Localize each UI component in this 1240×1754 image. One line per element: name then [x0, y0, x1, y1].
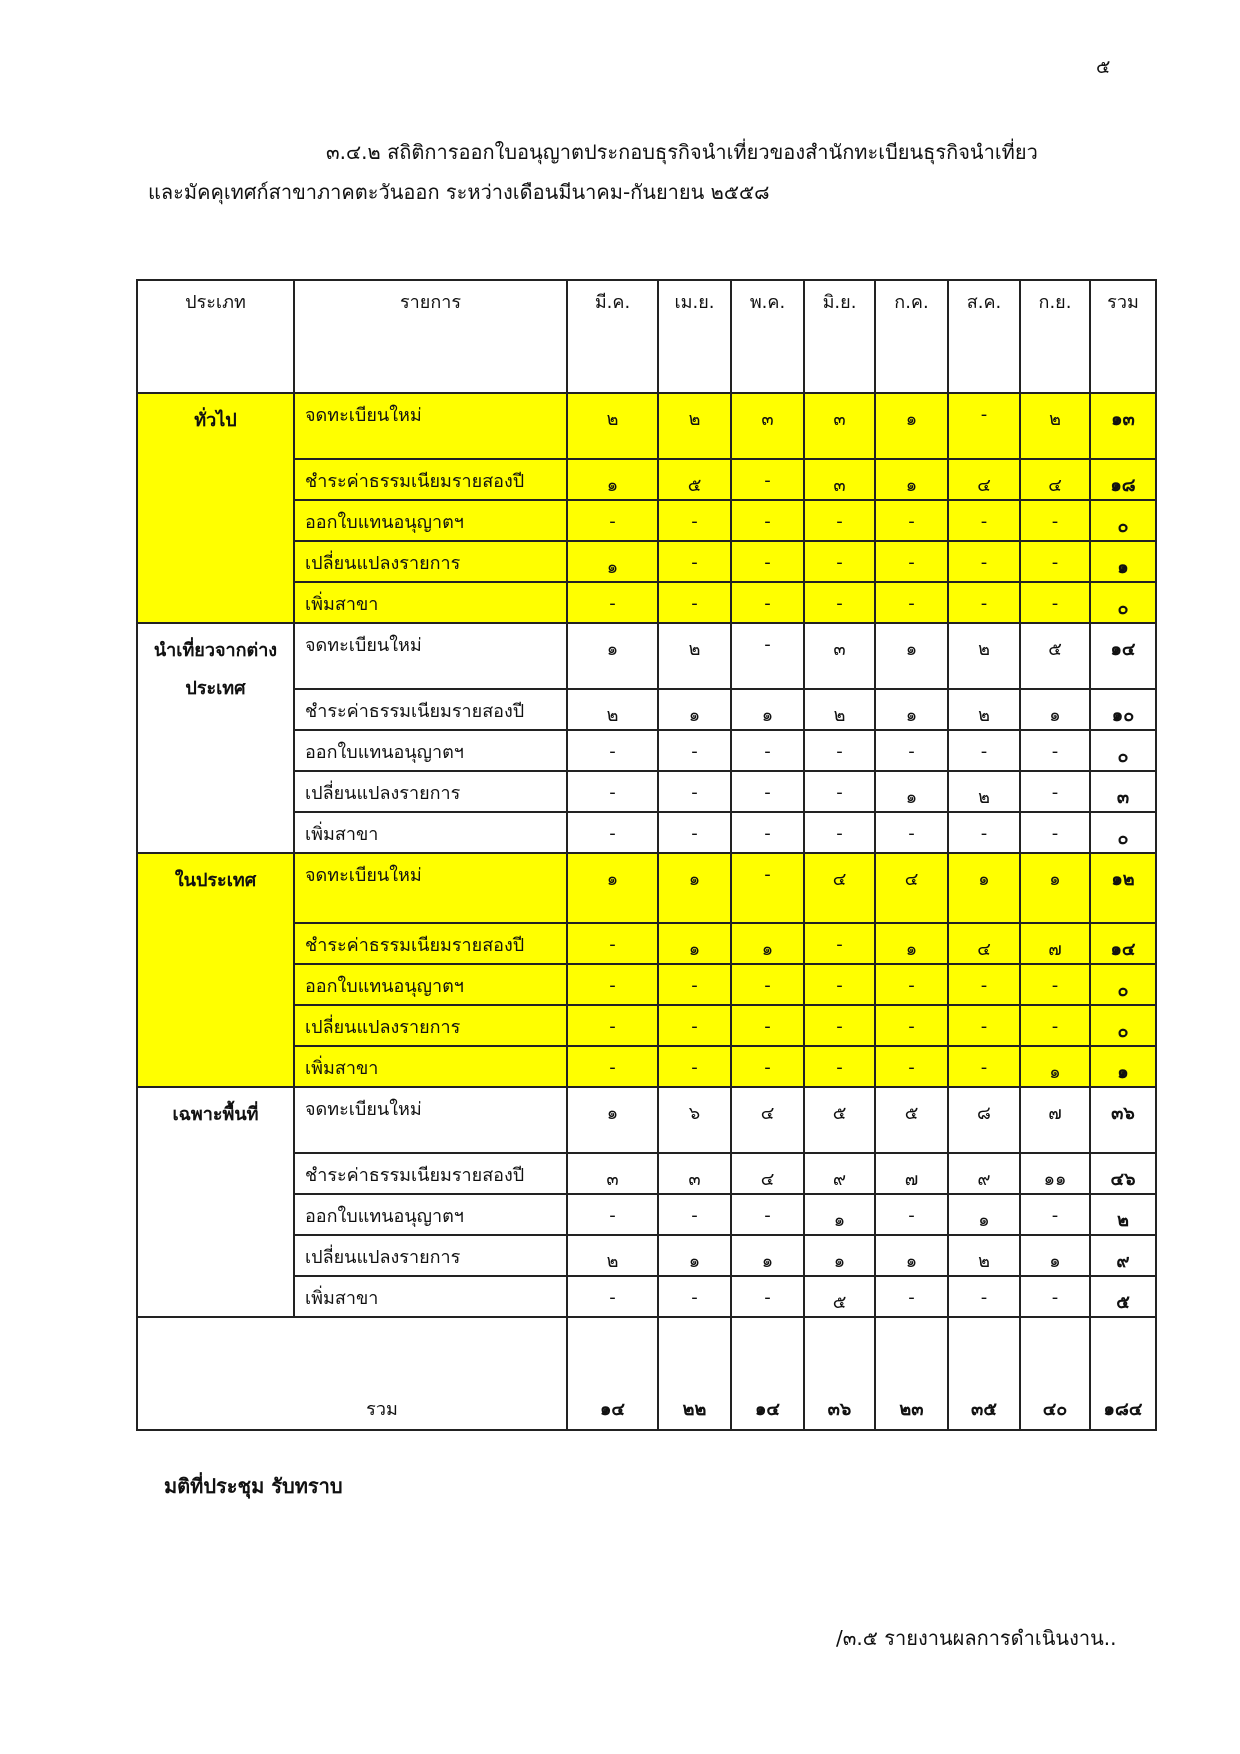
item-cell: ชำระค่าธรรมเนียมรายสองปี — [294, 459, 567, 500]
month-value-cell: ๙ — [948, 1153, 1020, 1194]
month-value-cell: ๒ — [658, 393, 731, 459]
month-value-cell: ๒ — [567, 393, 658, 459]
month-value-cell: - — [875, 1046, 948, 1087]
row-total-cell: ๐ — [1090, 964, 1156, 1005]
month-value-cell: - — [1020, 812, 1090, 853]
month-value-cell: - — [804, 730, 875, 771]
month-value-cell: ๔ — [731, 1087, 804, 1153]
month-value-cell: - — [804, 771, 875, 812]
row-total-cell: ๑ — [1090, 541, 1156, 582]
intro-line-1: ๓.๔.๒ สถิติการออกใบอนุญาตประกอบธุรกิจนำเที่ยวของสำนักทะเบียนธุรกิจนำเที่ยว — [326, 140, 1038, 164]
intro-line-2: และมัคคุเทศก์สาขาภาคตะวันออก ระหว่างเดือนมีนาคม-กันยายน ๒๕๕๘ — [148, 180, 770, 204]
month-value-cell: ๓ — [804, 393, 875, 459]
month-value-cell: - — [804, 1005, 875, 1046]
month-value-cell: ๑ — [567, 541, 658, 582]
month-value-cell: ๓ — [804, 459, 875, 500]
month-value-cell: - — [658, 1005, 731, 1046]
month-value-cell: ๕ — [875, 1087, 948, 1153]
month-value-cell: ๖ — [658, 1087, 731, 1153]
month-value-cell: - — [731, 1194, 804, 1235]
month-value-cell: ๑ — [804, 1194, 875, 1235]
month-value-cell: - — [948, 1005, 1020, 1046]
row-total-cell: ๓๖ — [1090, 1087, 1156, 1153]
category-cell: ในประเทศ — [137, 853, 294, 1087]
row-total-cell: ๕ — [1090, 1276, 1156, 1317]
month-value-cell: - — [731, 853, 804, 923]
row-total-cell: ๑๔ — [1090, 923, 1156, 964]
month-value-cell: - — [731, 500, 804, 541]
month-value-cell: ๑ — [658, 923, 731, 964]
month-value-cell: ๗ — [875, 1153, 948, 1194]
license-statistics-table — [136, 279, 1157, 1431]
row-total-cell: ๑๘ — [1090, 459, 1156, 500]
next-section-note: /๓.๕ รายงานผลการดำเนินงาน.. — [836, 1626, 1117, 1650]
month-value-cell: - — [875, 964, 948, 1005]
row-total-cell: ๑ — [1090, 1046, 1156, 1087]
item-cell: ชำระค่าธรรมเนียมรายสองปี — [294, 689, 567, 730]
month-value-cell: - — [658, 964, 731, 1005]
grand-total-row — [137, 1317, 1156, 1430]
intro-paragraph — [148, 132, 1148, 212]
grand-total-sum: ๑๘๔ — [1090, 1317, 1156, 1430]
month-value-cell: ๑ — [948, 853, 1020, 923]
header-month: ก.ย. — [1020, 280, 1090, 393]
month-value-cell: - — [731, 771, 804, 812]
month-value-cell: - — [731, 1005, 804, 1046]
month-value-cell: - — [948, 1046, 1020, 1087]
month-value-cell: - — [875, 1194, 948, 1235]
month-value-cell: ๑ — [658, 853, 731, 923]
month-value-cell: ๗ — [1020, 923, 1090, 964]
grand-total-label: รวม — [137, 1317, 567, 1430]
grand-total-value: ๒๒ — [658, 1317, 731, 1430]
category-cell: นำเที่ยวจากต่างประเทศ — [137, 623, 294, 853]
table-row — [137, 1087, 1156, 1153]
month-value-cell: ๑ — [875, 689, 948, 730]
row-total-cell: ๐ — [1090, 582, 1156, 623]
month-value-cell: - — [567, 730, 658, 771]
month-value-cell: - — [731, 623, 804, 689]
header-month: มิ.ย. — [804, 280, 875, 393]
table-body — [137, 393, 1156, 1317]
month-value-cell: - — [658, 771, 731, 812]
month-value-cell: ๑ — [875, 623, 948, 689]
header-month: มี.ค. — [567, 280, 658, 393]
month-value-cell: ๗ — [1020, 1087, 1090, 1153]
row-total-cell: ๑๐ — [1090, 689, 1156, 730]
month-value-cell: ๔ — [948, 459, 1020, 500]
month-value-cell: - — [658, 500, 731, 541]
month-value-cell: ๔ — [875, 853, 948, 923]
month-value-cell: - — [804, 923, 875, 964]
month-value-cell: ๑ — [1020, 689, 1090, 730]
month-value-cell: ๕ — [1020, 623, 1090, 689]
month-value-cell: - — [658, 812, 731, 853]
month-value-cell: - — [875, 500, 948, 541]
month-value-cell: - — [567, 1005, 658, 1046]
item-cell: จดทะเบียนใหม่ — [294, 393, 567, 459]
month-value-cell: - — [731, 812, 804, 853]
month-value-cell: - — [658, 1046, 731, 1087]
month-value-cell: - — [875, 1276, 948, 1317]
month-value-cell: - — [1020, 964, 1090, 1005]
month-value-cell: ๕ — [804, 1276, 875, 1317]
month-value-cell: ๑ — [875, 1235, 948, 1276]
grand-total-value: ๑๔ — [567, 1317, 658, 1430]
grand-total-value: ๓๕ — [948, 1317, 1020, 1430]
month-value-cell: - — [1020, 500, 1090, 541]
grand-total-value: ๑๔ — [731, 1317, 804, 1430]
row-total-cell: ๒ — [1090, 1194, 1156, 1235]
month-value-cell: - — [567, 1046, 658, 1087]
item-cell: ชำระค่าธรรมเนียมรายสองปี — [294, 1153, 567, 1194]
month-value-cell: ๑ — [875, 771, 948, 812]
month-value-cell: ๑ — [1020, 1046, 1090, 1087]
header-month: ส.ค. — [948, 280, 1020, 393]
month-value-cell: ๑ — [875, 459, 948, 500]
month-value-cell: - — [948, 1276, 1020, 1317]
month-value-cell: - — [658, 1194, 731, 1235]
month-value-cell: - — [731, 541, 804, 582]
grand-total-value: ๒๓ — [875, 1317, 948, 1430]
month-value-cell: - — [1020, 541, 1090, 582]
month-value-cell: - — [804, 500, 875, 541]
month-value-cell: ๒ — [948, 771, 1020, 812]
month-value-cell: ๕ — [804, 1087, 875, 1153]
month-value-cell: - — [804, 1046, 875, 1087]
month-value-cell: ๑ — [731, 689, 804, 730]
month-value-cell: ๒ — [1020, 393, 1090, 459]
item-cell: ออกใบแทนอนุญาตฯ — [294, 730, 567, 771]
month-value-cell: - — [1020, 1005, 1090, 1046]
month-value-cell: ๔ — [804, 853, 875, 923]
month-value-cell: ๑ — [804, 1235, 875, 1276]
month-value-cell: ๑ — [658, 1235, 731, 1276]
month-value-cell: - — [948, 812, 1020, 853]
month-value-cell: ๔ — [948, 923, 1020, 964]
month-value-cell: - — [1020, 1276, 1090, 1317]
month-value-cell: - — [875, 730, 948, 771]
month-value-cell: ๑ — [948, 1194, 1020, 1235]
month-value-cell: - — [804, 541, 875, 582]
month-value-cell: - — [567, 771, 658, 812]
month-value-cell: ๑๑ — [1020, 1153, 1090, 1194]
month-value-cell: - — [658, 730, 731, 771]
month-value-cell: - — [804, 582, 875, 623]
month-value-cell: ๒ — [804, 689, 875, 730]
month-value-cell: - — [948, 541, 1020, 582]
month-value-cell: ๔ — [1020, 459, 1090, 500]
month-value-cell: - — [567, 500, 658, 541]
month-value-cell: - — [731, 964, 804, 1005]
month-value-cell: ๙ — [804, 1153, 875, 1194]
month-value-cell: ๒ — [948, 1235, 1020, 1276]
month-value-cell: - — [948, 500, 1020, 541]
item-cell: เปลี่ยนแปลงรายการ — [294, 1235, 567, 1276]
item-cell: เปลี่ยนแปลงรายการ — [294, 771, 567, 812]
page-number: ๕ — [1096, 56, 1111, 78]
month-value-cell: - — [875, 582, 948, 623]
table-header-row — [137, 280, 1156, 393]
month-value-cell: - — [567, 812, 658, 853]
month-value-cell: - — [567, 1276, 658, 1317]
month-value-cell: ๔ — [731, 1153, 804, 1194]
month-value-cell: ๓ — [658, 1153, 731, 1194]
month-value-cell: ๒ — [948, 689, 1020, 730]
month-value-cell: ๑ — [567, 459, 658, 500]
item-cell: เพิ่มสาขา — [294, 582, 567, 623]
row-total-cell: ๓ — [1090, 771, 1156, 812]
item-cell: จดทะเบียนใหม่ — [294, 853, 567, 923]
month-value-cell: - — [804, 812, 875, 853]
month-value-cell: - — [731, 730, 804, 771]
category-cell: ทั่วไป — [137, 393, 294, 623]
header-month: เม.ย. — [658, 280, 731, 393]
month-value-cell: ๑ — [731, 1235, 804, 1276]
item-cell: เพิ่มสาขา — [294, 1046, 567, 1087]
header-month: ก.ค. — [875, 280, 948, 393]
month-value-cell: ๒ — [567, 1235, 658, 1276]
month-value-cell: - — [948, 393, 1020, 459]
header-month: พ.ค. — [731, 280, 804, 393]
month-value-cell: ๘ — [948, 1087, 1020, 1153]
month-value-cell: - — [875, 541, 948, 582]
grand-total-value: ๓๖ — [804, 1317, 875, 1430]
item-cell: เปลี่ยนแปลงรายการ — [294, 1005, 567, 1046]
month-value-cell: - — [804, 964, 875, 1005]
row-total-cell: ๐ — [1090, 812, 1156, 853]
header-total: รวม — [1090, 280, 1156, 393]
month-value-cell: ๑ — [875, 393, 948, 459]
row-total-cell: ๐ — [1090, 1005, 1156, 1046]
item-cell: ชำระค่าธรรมเนียมรายสองปี — [294, 923, 567, 964]
item-cell: ออกใบแทนอนุญาตฯ — [294, 964, 567, 1005]
month-value-cell: - — [658, 1276, 731, 1317]
month-value-cell: - — [948, 730, 1020, 771]
table-row — [137, 623, 1156, 689]
row-total-cell: ๐ — [1090, 500, 1156, 541]
month-value-cell: - — [731, 582, 804, 623]
item-cell: เปลี่ยนแปลงรายการ — [294, 541, 567, 582]
header-item: รายการ — [294, 280, 567, 393]
month-value-cell: - — [731, 459, 804, 500]
month-value-cell: - — [567, 1194, 658, 1235]
item-cell: เพิ่มสาขา — [294, 812, 567, 853]
month-value-cell: ๑ — [731, 923, 804, 964]
row-total-cell: ๑๔ — [1090, 623, 1156, 689]
month-value-cell: - — [567, 964, 658, 1005]
month-value-cell: - — [1020, 1194, 1090, 1235]
row-total-cell: ๑๒ — [1090, 853, 1156, 923]
header-type: ประเภท — [137, 280, 294, 393]
month-value-cell: - — [948, 582, 1020, 623]
table-row — [137, 393, 1156, 459]
row-total-cell: ๑๓ — [1090, 393, 1156, 459]
month-value-cell: ๑ — [567, 853, 658, 923]
month-value-cell: - — [875, 812, 948, 853]
month-value-cell: ๒ — [567, 689, 658, 730]
item-cell: เพิ่มสาขา — [294, 1276, 567, 1317]
grand-total-value: ๔๐ — [1020, 1317, 1090, 1430]
table-row — [137, 853, 1156, 923]
month-value-cell: - — [875, 1005, 948, 1046]
month-value-cell: ๑ — [1020, 853, 1090, 923]
month-value-cell: - — [1020, 730, 1090, 771]
month-value-cell: ๓ — [804, 623, 875, 689]
month-value-cell: - — [731, 1276, 804, 1317]
row-total-cell: ๐ — [1090, 730, 1156, 771]
month-value-cell: ๓ — [731, 393, 804, 459]
month-value-cell: ๑ — [567, 1087, 658, 1153]
month-value-cell: ๑ — [1020, 1235, 1090, 1276]
item-cell: จดทะเบียนใหม่ — [294, 1087, 567, 1153]
meeting-resolution: มติที่ประชุม รับทราบ — [164, 1474, 343, 1498]
month-value-cell: - — [1020, 582, 1090, 623]
item-cell: จดทะเบียนใหม่ — [294, 623, 567, 689]
month-value-cell: - — [567, 582, 658, 623]
month-value-cell: ๑ — [658, 689, 731, 730]
month-value-cell: ๒ — [948, 623, 1020, 689]
item-cell: ออกใบแทนอนุญาตฯ — [294, 1194, 567, 1235]
month-value-cell: - — [731, 1046, 804, 1087]
month-value-cell: - — [658, 582, 731, 623]
row-total-cell: ๙ — [1090, 1235, 1156, 1276]
item-cell: ออกใบแทนอนุญาตฯ — [294, 500, 567, 541]
month-value-cell: - — [567, 923, 658, 964]
month-value-cell: - — [1020, 771, 1090, 812]
month-value-cell: ๑ — [567, 623, 658, 689]
month-value-cell: ๒ — [658, 623, 731, 689]
category-cell: เฉพาะพื้นที่ — [137, 1087, 294, 1317]
month-value-cell: - — [948, 964, 1020, 1005]
month-value-cell: ๑ — [875, 923, 948, 964]
month-value-cell: - — [658, 541, 731, 582]
month-value-cell: ๕ — [658, 459, 731, 500]
month-value-cell: ๓ — [567, 1153, 658, 1194]
row-total-cell: ๔๖ — [1090, 1153, 1156, 1194]
